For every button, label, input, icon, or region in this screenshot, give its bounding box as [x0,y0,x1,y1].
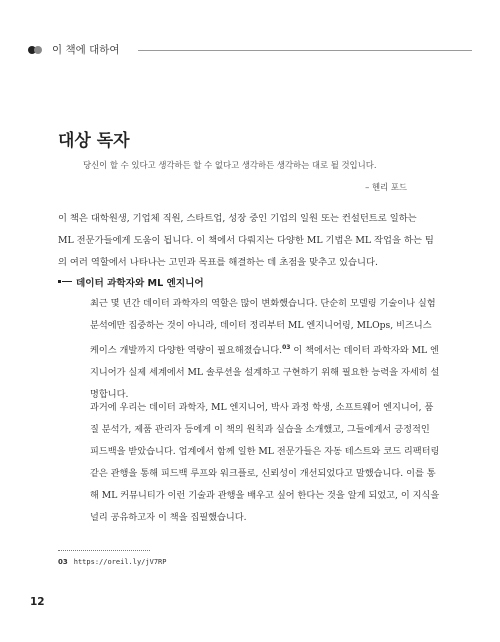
intro-line: 이 책은 대학원생, 기업체 직원, 스타트업, 성장 중인 기업의 일원 또는 컨설턴트로 일하는 [58,213,417,224]
subsection-marker-icon [58,280,72,283]
footnote [58,558,166,566]
epigraph-quote: 당신이 할 수 있다고 생각하든 할 수 없다고 생각하든 생각하는 대로 될 것입니다. [83,160,377,170]
intro-line: ML 전문가들에게 도움이 됩니다. 이 책에서 다뤄지는 다양한 ML 기법은 ML 작업을 하는 팀 [58,235,434,246]
page-number: 12 [30,596,45,608]
paragraph-line: 피드백을 받았습니다. 업계에서 함께 일한 ML 전문가들은 자동 테스트와 코드 리팩터링 [90,446,440,457]
running-header [28,43,472,57]
bullet-dot-gray [34,46,42,54]
paragraph-line: 질 분석가, 제품 관리자 등에게 이 책의 원칙과 실습을 소개했고, 그들에게서 긍정적인 [90,424,430,435]
subsection-title: 데이터 과학자와 ML 엔지니어 [76,278,204,289]
chapter-label: 이 책에 대하여 [52,44,120,56]
paragraph-line: 최근 몇 년간 데이터 과학자의 역할은 많이 변화했습니다. 단순히 모델링 기술이나 실험 [90,298,436,309]
footnote-link[interactable]: https://oreil.ly/jV7RP [73,558,167,566]
footnote-reference[interactable]: 03 [282,344,291,351]
header-rule [138,50,472,51]
footnote-number: 03 [58,558,68,566]
intro-paragraph [58,208,442,274]
paragraph-line: 널리 공유하고자 이 책을 집필했습니다. [90,512,247,523]
epigraph-attribution: – 헨리 포드 [365,182,407,192]
paragraph-line: 과거에 우리는 데이터 과학자, ML 엔지니어, 박사 과정 학생, 소프트웨어 엔지니어, 품 [90,402,434,413]
paragraph-text: 케이스 개발까지 다양한 역량이 필요해졌습니다. [90,345,283,357]
paragraph-text: 이 책에서는 데이터 과학자와 ML 엔 [290,345,439,357]
header-bullets-icon [28,46,50,54]
intro-line: 의 여러 역할에서 나타나는 고민과 목표를 해결하는 데 초점을 맞추고 있습니다. [58,257,378,268]
body-paragraph-1 [90,293,442,406]
paragraph-line: 같은 관행을 통해 피드백 루프와 워크플로, 신뢰성이 개선되었다고 말했습니다. 이를 통 [90,468,436,479]
paragraph-line: 분석에만 집중하는 것이 아니라, 데이터 정리부터 ML 엔지니어링, MLOps, 비즈니스 [90,320,432,331]
paragraph-line: 명합니다. [90,389,129,401]
footnote-divider [58,550,150,551]
section-title: 대상 독자 [58,131,130,151]
paragraph-line [90,337,442,362]
body-paragraph-2 [90,397,442,529]
paragraph-line: 해 ML 커뮤니티가 이런 기술과 관행을 배우고 싶어 한다는 것을 알게 되었고, 이 지식을 [90,490,440,501]
paragraph-line: 지니어가 실제 세계에서 ML 솔루션을 설계하고 구현하기 위해 필요한 능력을 자세히 설 [90,367,440,379]
